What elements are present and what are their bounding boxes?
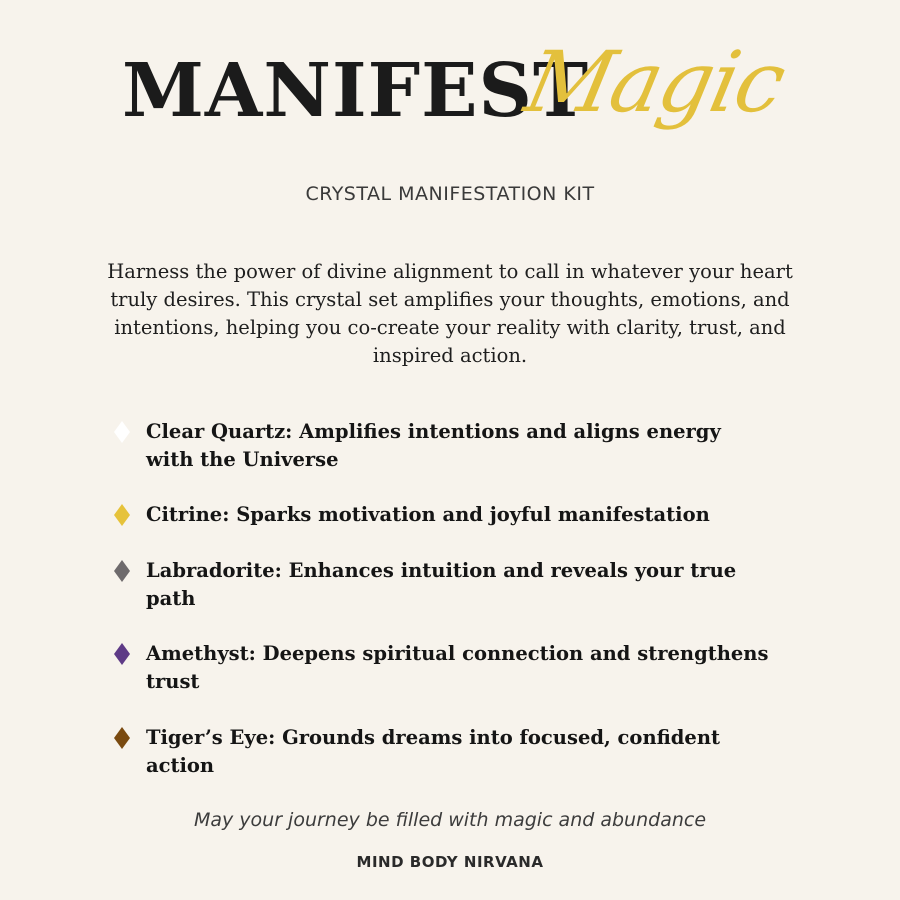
yellow-diamond-icon (114, 504, 130, 526)
intro-paragraph: Harness the power of divine alignment to call in whatever your heart truly desires. This crystal set amplifies your thoughts, emotions, and intentions, helping you co-create your reality with clarity, trust, and inspired action. (107, 260, 793, 367)
crystal-item-amethyst (110, 640, 770, 696)
crystal-item-clear-quartz (110, 418, 770, 474)
brand-name: MIND BODY NIRVANA (356, 853, 544, 871)
subtitle: CRYSTAL MANIFESTATION KIT (305, 183, 595, 205)
crystal-text: Amethyst: Deepens spiritual connection and strengthens trust (146, 642, 769, 693)
crystal-item-citrine (110, 501, 710, 529)
title-script: Magic (517, 33, 793, 131)
crystal-text: Clear Quartz: Amplifies intentions and aligns energy with the Universe (146, 420, 721, 471)
closing-line: May your journey be filled with magic and abundance (193, 809, 707, 831)
gray-diamond-icon (114, 560, 130, 582)
crystal-text: Labradorite: Enhances intuition and reveals your true path (146, 559, 737, 610)
crystal-text: Citrine: Sparks motivation and joyful manifestation (146, 503, 710, 526)
white-diamond-icon (114, 421, 130, 443)
crystal-text: Tiger’s Eye: Grounds dreams into focused, confident action (146, 726, 721, 777)
brown-diamond-icon (114, 727, 130, 749)
title-main: MANIFEST (122, 48, 590, 134)
crystal-item-labradorite (110, 557, 770, 613)
purple-diamond-icon (114, 643, 130, 665)
title (0, 33, 900, 180)
crystal-item-tigers-eye (110, 724, 770, 780)
